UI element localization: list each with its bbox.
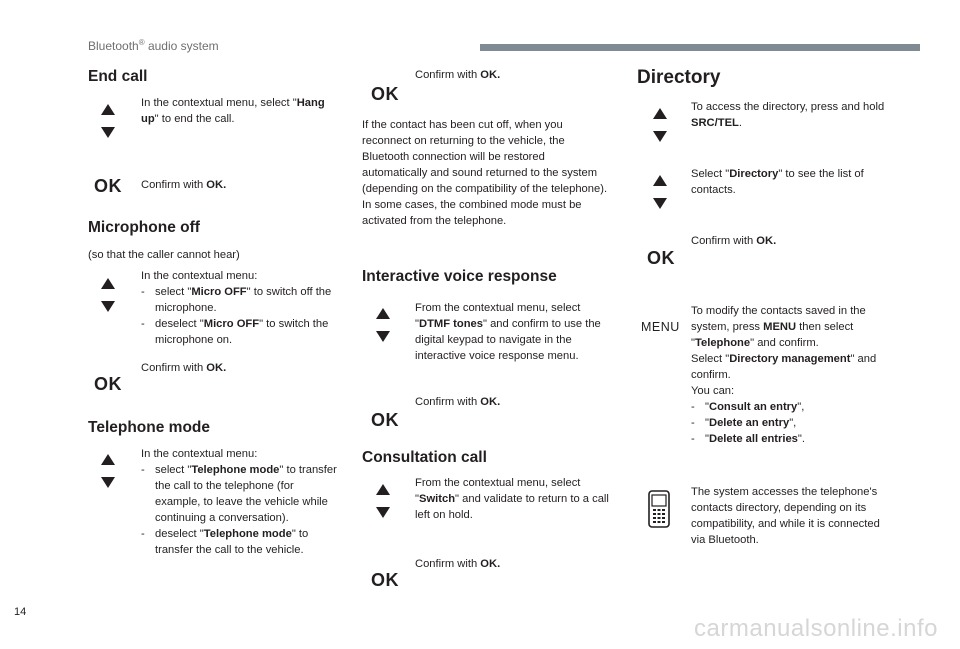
- up-down-arrows-icon: [653, 108, 667, 142]
- consultation-call-heading: Consultation call: [362, 449, 487, 466]
- microphone-off-note: (so that the caller cannot hear): [88, 249, 240, 261]
- directory-modify-instructions: To modify the contacts saved in the system, press MENU then select "Telephone" and confirm. Select "Directory management" and confirm. You can: - "Consult an entry", - "Delete an entry", - "Delete all entries".: [691, 305, 877, 445]
- page-number: 14: [14, 606, 27, 618]
- telephone-mode-instructions: In the contextual menu: - select "Telephone mode" to transfer the call to the telephone (for example, to leave the vehicle while continuing a conversation). - deselect "Telephone mode" to transfer the call to the vehicle.: [141, 448, 337, 556]
- up-down-arrows-icon: [376, 308, 390, 342]
- directory-select-instruction: Select "Directory" to see the list of contacts.: [691, 168, 864, 196]
- directory-access-instruction: To access the directory, press and hold SRC/TEL.: [691, 101, 885, 129]
- ok-icon: OK: [647, 248, 675, 268]
- ivr-instruction: From the contextual menu, select "DTMF tones" and confirm to use the digital keypad to navigate in the interactive voice response menu.: [415, 302, 601, 362]
- ok-icon: OK: [94, 176, 122, 196]
- running-header: [88, 38, 219, 53]
- ok-icon: OK: [371, 410, 399, 430]
- header-brand: Bluetooth: [88, 39, 139, 53]
- watermark: carmanualsonline.info: [694, 615, 938, 642]
- header-rule: [480, 44, 920, 51]
- header-registered-mark: ®: [138, 38, 145, 47]
- microphone-off-confirm: Confirm with OK.: [141, 362, 227, 374]
- interactive-voice-response-heading: Interactive voice response: [362, 268, 557, 285]
- directory-system-note: The system accesses the telephone's contacts directory, depending on its compatibility, and while it is connected via Bluetooth.: [691, 486, 880, 546]
- ivr-confirm: Confirm with OK.: [415, 396, 501, 408]
- reconnect-confirm: Confirm with OK.: [415, 69, 501, 81]
- directory-heading: Directory: [637, 67, 721, 88]
- consultation-instruction: From the contextual menu, select "Switch" and validate to return to a call left on hold.: [415, 477, 609, 521]
- ok-icon: OK: [371, 570, 399, 590]
- menu-button-icon: MENU: [641, 320, 680, 334]
- mobile-phone-icon: [648, 490, 670, 533]
- up-down-arrows-icon: [376, 484, 390, 518]
- ok-icon: OK: [94, 374, 122, 394]
- telephone-mode-heading: Telephone mode: [88, 419, 211, 436]
- microphone-off-instructions: In the contextual menu: - select "Micro OFF" to switch off the microphone. - deselect "Micro OFF" to switch the microphone on.: [141, 270, 332, 346]
- up-down-arrows-icon: [101, 278, 115, 312]
- header-rest: audio system: [144, 39, 219, 53]
- end-call-instruction: In the contextual menu, select "Hang up" to end the call.: [141, 97, 325, 125]
- consultation-confirm: Confirm with OK.: [415, 558, 501, 570]
- ok-icon: OK: [371, 84, 399, 104]
- end-call-heading: End call: [88, 68, 148, 85]
- up-down-arrows-icon: [101, 104, 115, 138]
- microphone-off-heading: Microphone off: [88, 219, 200, 236]
- directory-confirm: Confirm with OK.: [691, 235, 777, 247]
- end-call-confirm: Confirm with OK.: [141, 179, 227, 191]
- up-down-arrows-icon: [653, 175, 667, 209]
- reconnect-paragraph: If the contact has been cut off, when you reconnect on returning to the vehicle, the Bluetooth connection will be restored automatically and sound returned to the system (depending on the compatibility of the telephone). In some cases, the combined mode must be activated from the telephone.: [362, 119, 608, 227]
- up-down-arrows-icon: [101, 454, 115, 488]
